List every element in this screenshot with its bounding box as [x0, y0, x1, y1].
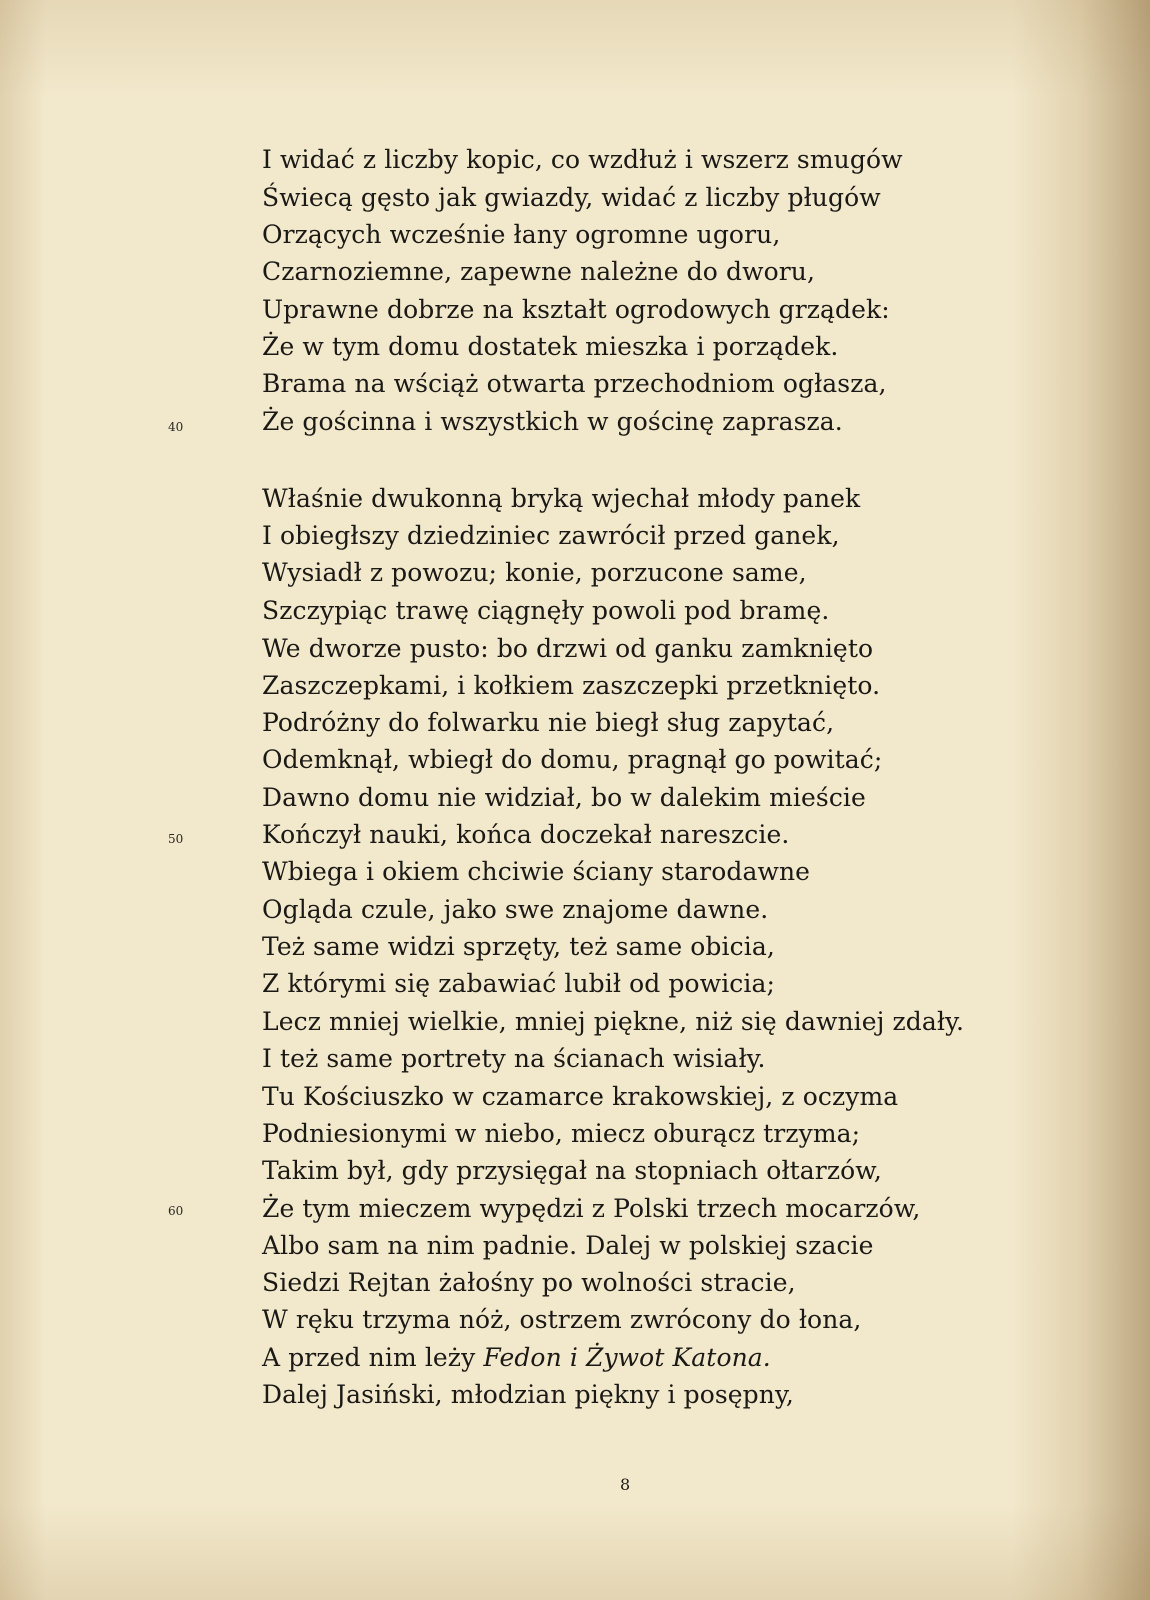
verse-line: Dalej Jasiński, młodzian piękny i posępny, [262, 1380, 794, 1409]
verse-line: Takim był, gdy przysięgał na stopniach ołtarzów, [262, 1156, 882, 1185]
verse-line: Uprawne dobrze na kształt ogrodowych grządek: [262, 295, 890, 324]
verse-line: Zaszczepkami, i kołkiem zaszczepki przetknięto. [262, 671, 881, 700]
line-number: 40 [168, 420, 184, 434]
verse-line: We dworze pusto: bo drzwi od ganku zamknięto [262, 634, 874, 663]
verse-line: Tu Kościuszko w czamarce krakowskiej, z oczyma [262, 1082, 899, 1111]
verse-line [262, 1343, 771, 1373]
verse-line: Że tym mieczem wypędzi z Polski trzech mocarzów, [262, 1194, 921, 1223]
verse-line: Brama na wściąż otwarta przechodniom ogłasza, [262, 369, 887, 398]
verse-line: Albo sam na nim padnie. Dalej w polskiej szacie [262, 1231, 874, 1260]
verse-line: Właśnie dwukonną bryką wjechał młody panek [262, 484, 861, 513]
verse-line-text: A przed nim leży [262, 1343, 484, 1372]
verse-line: Podróżny do folwarku nie biegł sług zapytać, [262, 708, 835, 737]
verse-line: Kończył nauki, końca doczekał nareszcie. [262, 820, 790, 849]
verse-line: Odemknął, wbiegł do domu, pragnął go powitać; [262, 745, 883, 774]
verse-line: Czarnoziemne, zapewne należne do dworu, [262, 257, 816, 286]
verse-line: I widać z liczby kopic, co wzdłuż i wszerz smugów [262, 145, 903, 174]
verse-line: I obiegłszy dziedziniec zawrócił przed ganek, [262, 521, 840, 550]
verse-line: Szczypiąc trawę ciągnęły powoli pod bramę. [262, 596, 830, 625]
verse-line: Siedzi Rejtan żałośny po wolności stracie, [262, 1268, 796, 1297]
verse-line: Ogląda czule, jako swe znajome dawne. [262, 895, 769, 924]
verse-line: Wbiega i okiem chciwie ściany starodawne [262, 857, 811, 886]
verse-line: Orzących wcześnie łany ogromne ugoru, [262, 220, 781, 249]
verse-line: Że gościnna i wszystkich w gościnę zaprasza. [262, 407, 843, 436]
verse-line: Podniesionymi w niebo, miecz oburącz trzyma; [262, 1119, 861, 1148]
verse-line: Dawno domu nie widział, bo w dalekim mieście [262, 783, 866, 812]
page-number: 8 [620, 1475, 631, 1494]
verse-line: Wysiadł z powozu; konie, porzucone same, [262, 558, 807, 587]
verse-line: Z którymi się zabawiać lubił od powicia; [262, 969, 776, 998]
book-title-italic: Fedon i Żywot Katona. [483, 1343, 771, 1372]
verse-line: I też same portrety na ścianach wisiały. [262, 1044, 766, 1073]
verse-line: Że w tym domu dostatek mieszka i porządek. [262, 332, 839, 361]
line-number: 50 [168, 832, 184, 846]
verse-line: Świecą gęsto jak gwiazdy, widać z liczby pługów [262, 183, 881, 212]
verse-line: Też same widzi sprzęty, też same obicia, [262, 932, 775, 961]
verse-line: W ręku trzyma nóż, ostrzem zwrócony do łona, [262, 1305, 862, 1334]
verse-line: Lecz mniej wielkie, mniej piękne, niż się dawniej zdały. [262, 1007, 965, 1036]
line-number: 60 [168, 1204, 184, 1218]
